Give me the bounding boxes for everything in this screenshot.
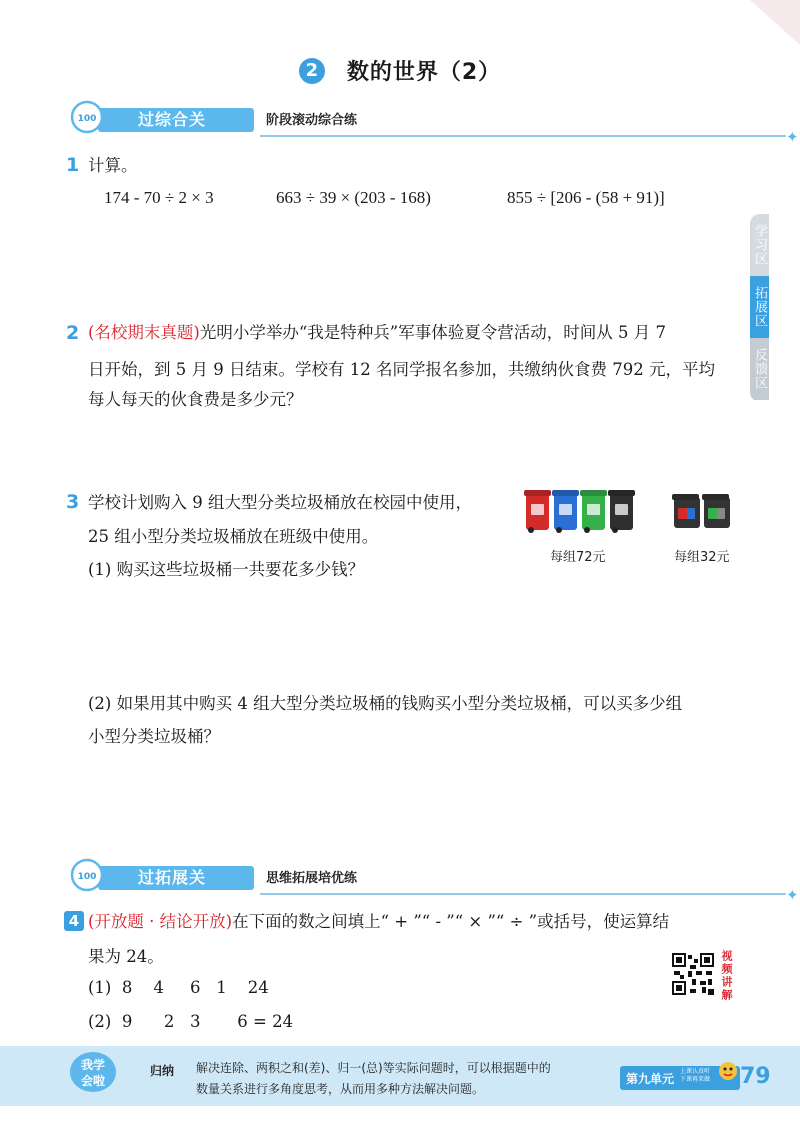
small-bins-image — [672, 494, 734, 530]
video-explanation-label[interactable]: 视频讲解 — [720, 950, 733, 1002]
question-line: 果为 24。 — [88, 947, 164, 966]
corner-decoration — [710, 0, 800, 55]
mascot-logo-icon — [70, 100, 104, 134]
section-divider — [260, 135, 786, 137]
question-text: 计算。 — [88, 156, 138, 175]
tab-feedback-area[interactable]: 反馈区 — [750, 338, 769, 400]
footer-logo: 我学会啦 — [70, 1052, 116, 1092]
question-line: 小型分类垃圾桶？ — [88, 727, 220, 746]
unit-note — [680, 1068, 710, 1084]
svg-text:100: 100 — [77, 114, 97, 124]
question-text: 在下面的数之间填上“ + ”“ - ”“ × ”“ ÷ ”或括号，使运算结 — [232, 912, 670, 931]
section-banner-extension — [70, 862, 799, 904]
side-tabs — [750, 214, 800, 402]
star-icon: ✦ — [786, 886, 799, 904]
green-bin-icon — [582, 494, 605, 530]
summary-line: 数量关系进行多角度思考，从而用多种方法解决问题。 — [196, 1082, 485, 1096]
question-part: (2) 如果用其中购买 4 组大型分类垃圾桶的钱购买小型分类垃圾桶，可以买多少组 — [88, 694, 683, 713]
page-header — [0, 55, 800, 86]
question-number: 2 — [66, 322, 80, 344]
question-line: 日开始，到 5 月 9 日结束。学校有 12 名同学报名参加，共缴纳伙食费 792 元，平均 — [88, 360, 715, 379]
question-number-badge — [64, 911, 84, 931]
section-divider — [260, 893, 786, 895]
red-bin-icon — [526, 494, 549, 530]
black-bin-icon — [610, 494, 633, 530]
section-subtitle: 思维拓展培优练 — [266, 871, 358, 886]
unit-note-line: 上课认真听 — [680, 1068, 711, 1075]
section-banner-comprehensive — [70, 104, 799, 146]
unit-label: 第九单元 — [626, 1072, 675, 1086]
question-line — [88, 314, 748, 351]
question-tag: (开放题 · 结论开放) — [88, 912, 233, 931]
large-bins-image — [524, 490, 636, 530]
blue-bin-icon — [554, 494, 577, 530]
unit-note-line: 下课再来做 — [680, 1076, 711, 1083]
expression-2: 663 ÷ 39 × (203 - 168) — [276, 188, 431, 207]
tab-study-area[interactable]: 学习区 — [750, 214, 769, 276]
summary-line: 解决连除、两积之和(差)、归一(总)等实际问题时，可以根据题中的 — [196, 1061, 551, 1075]
question-number: 4 — [68, 912, 80, 930]
page-number: 79 — [740, 1064, 771, 1089]
section-tag: 过综合关 — [98, 108, 254, 132]
question-tag: (名校期末真题) — [88, 323, 200, 342]
small-bin-icon — [674, 498, 700, 528]
small-bin-icon — [704, 498, 730, 528]
qr-code-icon[interactable] — [672, 953, 714, 995]
question-number: 1 — [66, 154, 80, 176]
expression-3: 855 ÷ [206 - (58 + 91)] — [507, 188, 665, 207]
tab-extension-area[interactable]: 拓展区 — [750, 276, 769, 338]
star-icon: ✦ — [786, 128, 799, 146]
summary-text — [196, 1058, 606, 1100]
small-bin-price: 每组32元 — [674, 550, 730, 565]
question-line: 学校计划购入 9 组大型分类垃圾桶放在校园中使用， — [88, 493, 472, 512]
mascot-icon — [718, 1060, 738, 1082]
section-subtitle: 阶段滚动综合练 — [266, 113, 358, 128]
question-line: 每人每天的伙食费是多少元？ — [88, 390, 303, 409]
mascot-logo-icon — [70, 858, 104, 892]
svg-text:100: 100 — [77, 872, 97, 882]
question-part: (1) 购买这些垃圾桶一共要花多少钱？ — [88, 560, 365, 579]
question-text: 光明小学举办“我是特种兵”军事体验夏令营活动，时间从 5 月 7 — [199, 323, 666, 342]
question-item: (2) 9 2 3 6 = 24 — [88, 1012, 294, 1031]
lesson-number-badge: 2 — [299, 58, 325, 84]
page-title: 数的世界（2） — [346, 60, 502, 85]
expression-1: 174 - 70 ÷ 2 × 3 — [104, 188, 214, 207]
question-line: 25 组小型分类垃圾桶放在班级中使用。 — [88, 527, 379, 546]
large-bin-price: 每组72元 — [550, 550, 606, 565]
summary-label: 归纳 — [150, 1064, 175, 1078]
question-line — [88, 903, 669, 940]
question-number: 3 — [66, 491, 80, 513]
section-tag: 过拓展关 — [98, 866, 254, 890]
question-item: (1) 8 4 6 1 24 — [88, 978, 269, 997]
